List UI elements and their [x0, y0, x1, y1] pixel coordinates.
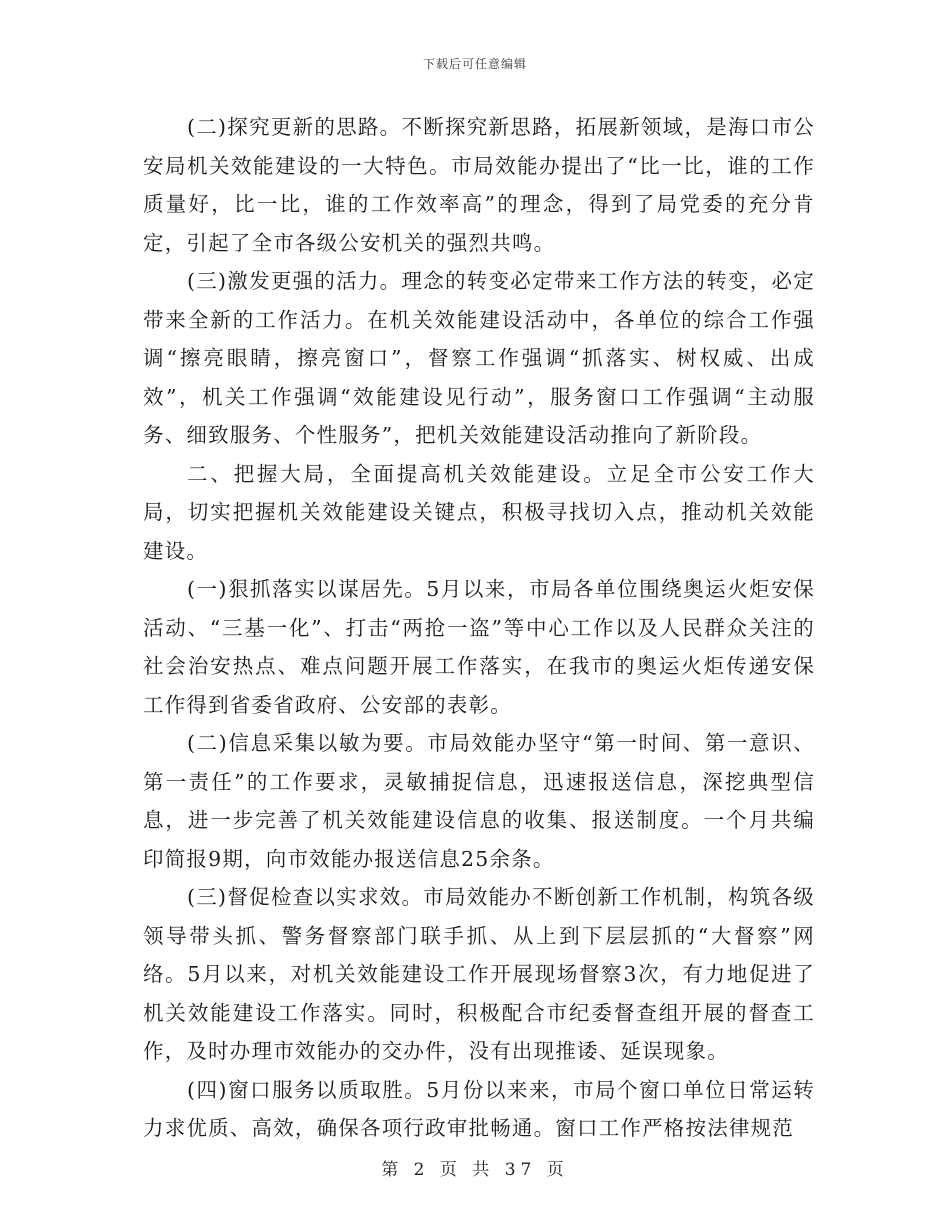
paragraph: (四)窗口服务以质取胜。5月份以来来，市局个窗口单位日常运转力求优质、高效，确保各项行政审批畅通。窗口工作严格按法律规范 [143, 1077, 815, 1140]
paragraph: (一)狠抓落实以谋居先。5月以来，市局各单位围绕奥运火炬安保活动、“三基一化”、打击“两抢一盗”等中心工作以及人民群众关注的社会治安热点、难点问题开展工作落实，在我市的奥运火炬传递安保工作得到省委省政府、公安部的表彰。 [143, 577, 815, 717]
document-body [143, 108, 815, 1148]
page-header: 下载后可任意编辑 [422, 57, 527, 71]
paragraph: (三)激发更强的活力。理念的转变必定带来工作方法的转变，必定带来全新的工作活力。在机关效能建设活动中，各单位的综合工作强调“擦亮眼睛，擦亮窗口”，督察工作强调“抓落实、树权威、出成效”，机关工作强调“效能建设见行动”，服务窗口工作强调“主动服务、细致服务、个性服务”，把机关效能建设活动推向了新阶段。 [143, 269, 815, 447]
page-number-footer: 第 2 页 共 37 页 [381, 1160, 569, 1180]
paragraph: (二)信息采集以敏为要。市局效能办坚守“第一时间、第一意识、第一责任”的工作要求，灵敏捕捉信息，迅速报送信息，深挖典型信息，进一步完善了机关效能建设信息的收集、报送制度。一个月共编印简报9期，向市效能办报送信息25余条。 [143, 731, 815, 871]
paragraph: 二、把握大局，全面提高机关效能建设。立足全市公安工作大局，切实把握机关效能建设关键点，积极寻找切入点，推动机关效能建设。 [143, 461, 815, 563]
paragraph: (三)督促检查以实求效。市局效能办不断创新工作机制，构筑各级领导带头抓、警务督察部门联手抓、从上到下层层抓的“大督察”网络。5月以来，对机关效能建设工作开展现场督察3次，有力地促进了机关效能建设工作落实。同时，积极配合市纪委督查组开展的督查工作，及时办理市效能办的交办件，没有出现推诿、延误现象。 [143, 885, 815, 1063]
paragraph: (二)探究更新的思路。不断探究新思路，拓展新领域，是海口市公安局机关效能建设的一大特色。市局效能办提出了“比一比，谁的工作质量好，比一比，谁的工作效率高”的理念，得到了局党委的充分肯定，引起了全市各级公安机关的强烈共鸣。 [143, 115, 815, 255]
